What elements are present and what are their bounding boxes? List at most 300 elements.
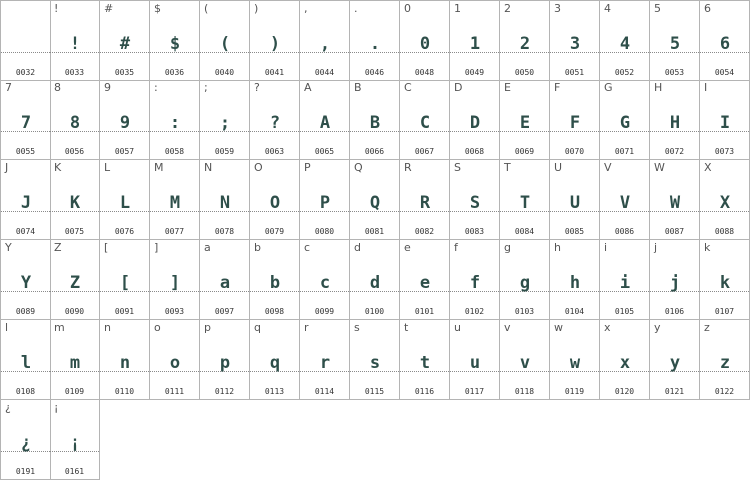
character-code: 0074	[15, 227, 36, 236]
character-code: 0097	[214, 307, 235, 316]
character-code: 0072	[664, 147, 685, 156]
character-code: 0040	[214, 68, 235, 77]
character-label: n	[104, 321, 111, 334]
character-label: 3	[554, 2, 561, 15]
character-code: 0086	[614, 227, 635, 236]
character-code: 0073	[714, 147, 735, 156]
character-label: w	[554, 321, 563, 334]
character-code: 0117	[464, 387, 485, 396]
glyph-preview: e	[419, 273, 430, 293]
glyph-preview: o	[169, 353, 180, 373]
glyph-preview: h	[569, 273, 580, 293]
character-label: s	[354, 321, 360, 334]
glyph-preview: k	[719, 273, 730, 293]
character-code: 0112	[214, 387, 235, 396]
glyph-cell	[450, 80, 500, 160]
character-label: f	[454, 241, 458, 254]
character-label: A	[304, 81, 312, 94]
character-label: 0	[404, 2, 411, 15]
character-label: d	[354, 241, 361, 254]
glyph-cell	[700, 160, 750, 240]
character-code: 0120	[614, 387, 635, 396]
glyph-cell	[300, 0, 350, 81]
glyph-cell	[0, 80, 51, 160]
character-code: 0116	[414, 387, 435, 396]
glyph-preview: ]	[169, 273, 180, 293]
glyph-cell	[450, 0, 500, 81]
character-label: m	[54, 321, 65, 334]
character-label: l	[5, 321, 9, 334]
glyph-preview: m	[69, 353, 80, 373]
glyph-preview: w	[569, 353, 580, 373]
glyph-preview: 4	[619, 34, 630, 54]
glyph-cell	[600, 80, 650, 160]
glyph-preview: q	[269, 353, 280, 373]
character-label: )	[254, 2, 259, 15]
character-code: 0059	[214, 147, 235, 156]
character-label: r	[304, 321, 309, 334]
glyph-preview: #	[119, 34, 130, 54]
glyph-preview: 3	[569, 34, 580, 54]
character-label: ¿	[5, 401, 11, 414]
glyph-cell	[550, 0, 600, 81]
glyph-cell	[150, 80, 200, 160]
character-label: R	[404, 161, 412, 174]
character-label: ?	[254, 81, 260, 94]
character-code: 0079	[264, 227, 285, 236]
character-code: 0051	[564, 68, 585, 77]
character-label: Z	[54, 241, 62, 254]
glyph-preview: ?	[269, 113, 280, 133]
character-label: N	[204, 161, 213, 174]
glyph-cell	[650, 320, 700, 400]
glyph-cell	[500, 80, 550, 160]
character-label: y	[654, 321, 661, 334]
glyph-cell	[650, 240, 700, 320]
character-code: 0066	[364, 147, 385, 156]
glyph-preview: C	[419, 113, 430, 133]
glyph-cell	[400, 80, 450, 160]
character-code: 0082	[414, 227, 435, 236]
glyph-cell	[400, 320, 450, 400]
character-label: k	[704, 241, 711, 254]
glyph-cell	[100, 160, 150, 240]
character-code: 0058	[164, 147, 185, 156]
glyph-cell	[200, 160, 250, 240]
glyph-preview: p	[219, 353, 230, 373]
glyph-cell	[200, 80, 250, 160]
glyph-preview: x	[619, 353, 630, 373]
character-label: U	[554, 161, 563, 174]
glyph-preview: .	[369, 34, 380, 54]
character-code: 0057	[114, 147, 135, 156]
glyph-preview: L	[119, 193, 130, 213]
character-code: 0080	[314, 227, 335, 236]
glyph-cell	[700, 80, 750, 160]
character-label: $	[154, 2, 161, 15]
character-label: v	[504, 321, 511, 334]
glyph-cell	[200, 0, 250, 81]
character-label: h	[554, 241, 561, 254]
glyph-preview: ;	[219, 113, 230, 133]
glyph-preview: Y	[20, 273, 31, 293]
character-label: J	[5, 161, 9, 174]
character-code: 0076	[114, 227, 135, 236]
character-code: 0084	[514, 227, 535, 236]
glyph-cell	[50, 80, 100, 160]
glyph-cell	[350, 80, 400, 160]
character-code: 0075	[64, 227, 85, 236]
character-label: j	[654, 241, 658, 254]
glyph-preview: 9	[119, 113, 130, 133]
glyph-preview: I	[719, 113, 730, 133]
character-code: 0100	[364, 307, 385, 316]
character-code: 0044	[314, 68, 335, 77]
glyph-cell	[50, 160, 100, 240]
glyph-cell	[400, 160, 450, 240]
glyph-cell	[650, 160, 700, 240]
character-code: 0088	[714, 227, 735, 236]
character-label: i	[604, 241, 608, 254]
glyph-preview: V	[619, 193, 630, 213]
character-label: H	[654, 81, 663, 94]
glyph-cell	[150, 320, 200, 400]
glyph-cell	[250, 0, 300, 81]
character-code: 0119	[564, 387, 585, 396]
glyph-cell	[200, 240, 250, 320]
character-label: I	[704, 81, 708, 94]
character-label: o	[154, 321, 161, 334]
character-code: 0087	[664, 227, 685, 236]
glyph-preview: u	[469, 353, 480, 373]
glyph-cell	[500, 0, 550, 81]
glyph-cell	[550, 320, 600, 400]
glyph-preview: $	[169, 34, 180, 54]
character-label: W	[654, 161, 665, 174]
character-code: 0115	[364, 387, 385, 396]
character-code: 0056	[64, 147, 85, 156]
baseline-guide	[1, 52, 50, 53]
character-label: 9	[104, 81, 111, 94]
character-code: 0049	[464, 68, 485, 77]
character-code: 0101	[414, 307, 435, 316]
character-code: 0098	[264, 307, 285, 316]
glyph-cell	[600, 320, 650, 400]
character-label: .	[354, 2, 358, 15]
glyph-cell	[700, 320, 750, 400]
glyph-preview: :	[169, 113, 180, 133]
glyph-cell	[100, 240, 150, 320]
character-label: (	[204, 2, 209, 15]
glyph-cell	[0, 160, 51, 240]
character-code: 0077	[164, 227, 185, 236]
character-code: 0104	[564, 307, 585, 316]
glyph-preview: N	[219, 193, 230, 213]
glyph-preview: F	[569, 113, 580, 133]
glyph-cell	[150, 0, 200, 81]
character-code: 0078	[214, 227, 235, 236]
glyph-cell	[350, 160, 400, 240]
glyph-preview: Z	[69, 273, 80, 293]
character-code: 0105	[614, 307, 635, 316]
character-label: 1	[454, 2, 461, 15]
character-code: 0191	[15, 467, 36, 476]
character-label: 5	[654, 2, 661, 15]
character-label: X	[704, 161, 712, 174]
character-label: [	[104, 241, 109, 254]
character-label: c	[304, 241, 311, 254]
character-code: 0032	[15, 68, 36, 77]
glyph-cell	[400, 240, 450, 320]
character-label: ;	[204, 81, 208, 94]
character-code: 0111	[164, 387, 185, 396]
character-code: 0081	[364, 227, 385, 236]
character-label: x	[604, 321, 611, 334]
character-code: 0114	[314, 387, 335, 396]
character-code: 0108	[15, 387, 36, 396]
glyph-preview: G	[619, 113, 630, 133]
glyph-preview: R	[419, 193, 430, 213]
glyph-preview: i	[619, 273, 630, 293]
glyph-cell	[250, 320, 300, 400]
character-label: D	[454, 81, 463, 94]
glyph-preview: g	[519, 273, 530, 293]
character-code: 0102	[464, 307, 485, 316]
character-label: 7	[5, 81, 12, 94]
glyph-cell	[50, 240, 100, 320]
glyph-preview: S	[469, 193, 480, 213]
glyph-preview: 2	[519, 34, 530, 54]
character-code: 0052	[614, 68, 635, 77]
character-label: 2	[504, 2, 511, 15]
character-code: 0067	[414, 147, 435, 156]
character-code: 0053	[664, 68, 685, 77]
character-label: ,	[304, 2, 308, 15]
glyph-cell	[300, 240, 350, 320]
glyph-preview: a	[219, 273, 230, 293]
character-label: q	[254, 321, 261, 334]
character-code: 0110	[114, 387, 135, 396]
glyph-preview: M	[169, 193, 180, 213]
character-label: t	[404, 321, 409, 334]
glyph-cell	[350, 320, 400, 400]
character-code: 0093	[164, 307, 185, 316]
glyph-preview: !	[69, 34, 80, 54]
character-label: F	[554, 81, 561, 94]
character-code: 0065	[314, 147, 335, 156]
character-label: 4	[604, 2, 611, 15]
glyph-cell	[600, 240, 650, 320]
character-code: 0085	[564, 227, 585, 236]
glyph-preview: 8	[69, 113, 80, 133]
character-label: M	[154, 161, 164, 174]
glyph-preview: X	[719, 193, 730, 213]
glyph-preview: [	[119, 273, 130, 293]
character-code: 0113	[264, 387, 285, 396]
glyph-cell	[500, 320, 550, 400]
character-label: 6	[704, 2, 711, 15]
glyph-cell	[250, 160, 300, 240]
character-code: 0109	[64, 387, 85, 396]
character-label: T	[504, 161, 511, 174]
character-label: :	[154, 81, 158, 94]
glyph-preview: B	[369, 113, 380, 133]
glyph-cell	[350, 240, 400, 320]
glyph-preview: t	[419, 353, 430, 373]
glyph-cell	[450, 240, 500, 320]
character-code: 0055	[15, 147, 36, 156]
character-code: 0035	[114, 68, 135, 77]
character-code: 0161	[64, 467, 85, 476]
character-label: V	[604, 161, 612, 174]
glyph-preview: ,	[319, 34, 330, 54]
glyph-cell	[300, 80, 350, 160]
character-code: 0122	[714, 387, 735, 396]
character-label: #	[104, 2, 114, 15]
glyph-cell	[200, 320, 250, 400]
character-label: B	[354, 81, 362, 94]
glyph-preview: j	[669, 273, 680, 293]
character-label: K	[54, 161, 62, 174]
glyph-preview: ¡	[69, 433, 80, 453]
glyph-preview: b	[269, 273, 280, 293]
glyph-cell	[450, 320, 500, 400]
glyph-preview: f	[469, 273, 480, 293]
glyph-cell	[50, 0, 100, 81]
character-code: 0036	[164, 68, 185, 77]
character-label: G	[604, 81, 613, 94]
character-code: 0091	[114, 307, 135, 316]
glyph-preview: 6	[719, 34, 730, 54]
glyph-preview: Q	[369, 193, 380, 213]
character-code: 0048	[414, 68, 435, 77]
character-label: a	[204, 241, 211, 254]
character-label: b	[254, 241, 261, 254]
glyph-preview: U	[569, 193, 580, 213]
glyph-cell	[150, 240, 200, 320]
character-code: 0063	[264, 147, 285, 156]
glyph-preview: H	[669, 113, 680, 133]
glyph-preview: 1	[469, 34, 480, 54]
character-code: 0099	[314, 307, 335, 316]
character-label: u	[454, 321, 461, 334]
glyph-preview: l	[20, 353, 31, 373]
glyph-preview: E	[519, 113, 530, 133]
character-label: ¡	[54, 401, 59, 414]
character-code: 0103	[514, 307, 535, 316]
character-code: 0069	[514, 147, 535, 156]
glyph-preview: (	[219, 34, 230, 54]
glyph-cell	[700, 240, 750, 320]
glyph-cell	[650, 0, 700, 81]
glyph-cell	[100, 80, 150, 160]
character-label: O	[254, 161, 263, 174]
glyph-cell	[0, 400, 51, 480]
glyph-cell	[0, 320, 51, 400]
character-label: Q	[354, 161, 363, 174]
glyph-preview: v	[519, 353, 530, 373]
glyph-preview: P	[319, 193, 330, 213]
character-label: ]	[154, 241, 159, 254]
glyph-preview: z	[719, 353, 730, 373]
glyph-cell	[100, 0, 150, 81]
glyph-cell	[450, 160, 500, 240]
glyph-cell	[400, 0, 450, 81]
character-code: 0033	[64, 68, 85, 77]
glyph-preview: d	[369, 273, 380, 293]
glyph-cell	[300, 160, 350, 240]
character-label: Y	[5, 241, 12, 254]
glyph-preview: W	[669, 193, 680, 213]
glyph-cell	[250, 80, 300, 160]
glyph-preview: r	[319, 353, 330, 373]
glyph-cell	[0, 0, 51, 81]
glyph-cell	[550, 160, 600, 240]
glyph-preview: 7	[20, 113, 31, 133]
character-code: 0068	[464, 147, 485, 156]
glyph-cell	[300, 320, 350, 400]
character-label: E	[504, 81, 511, 94]
glyph-cell	[600, 0, 650, 81]
glyph-cell	[700, 0, 750, 81]
glyph-cell	[650, 80, 700, 160]
character-code: 0121	[664, 387, 685, 396]
character-label: L	[104, 161, 111, 174]
character-code: 0070	[564, 147, 585, 156]
glyph-cell	[50, 320, 100, 400]
character-code: 0106	[664, 307, 685, 316]
character-code: 0050	[514, 68, 535, 77]
character-label: P	[304, 161, 311, 174]
character-label: !	[54, 2, 59, 15]
glyph-preview: 5	[669, 34, 680, 54]
glyph-cell	[0, 240, 51, 320]
glyph-preview: K	[69, 193, 80, 213]
glyph-cell	[550, 80, 600, 160]
character-code: 0046	[364, 68, 385, 77]
glyph-preview: A	[319, 113, 330, 133]
glyph-preview: D	[469, 113, 480, 133]
character-label: z	[704, 321, 710, 334]
glyph-cell	[500, 160, 550, 240]
glyph-cell	[250, 240, 300, 320]
character-label: g	[504, 241, 511, 254]
character-code: 0107	[714, 307, 735, 316]
glyph-cell	[50, 400, 100, 480]
glyph-preview: O	[269, 193, 280, 213]
character-code: 0089	[15, 307, 36, 316]
character-code: 0041	[264, 68, 285, 77]
character-label: p	[204, 321, 211, 334]
glyph-cell	[550, 240, 600, 320]
character-code: 0083	[464, 227, 485, 236]
character-code: 0054	[714, 68, 735, 77]
glyph-preview: T	[519, 193, 530, 213]
glyph-cell	[100, 320, 150, 400]
character-label: C	[404, 81, 412, 94]
character-code: 0071	[614, 147, 635, 156]
glyph-cell	[600, 160, 650, 240]
glyph-preview: 0	[419, 34, 430, 54]
glyph-cell	[150, 160, 200, 240]
character-code: 0090	[64, 307, 85, 316]
character-label: S	[454, 161, 461, 174]
glyph-preview: y	[669, 353, 680, 373]
glyph-preview: c	[319, 273, 330, 293]
glyph-cell	[350, 0, 400, 81]
glyph-preview: s	[369, 353, 380, 373]
character-label: 8	[54, 81, 61, 94]
